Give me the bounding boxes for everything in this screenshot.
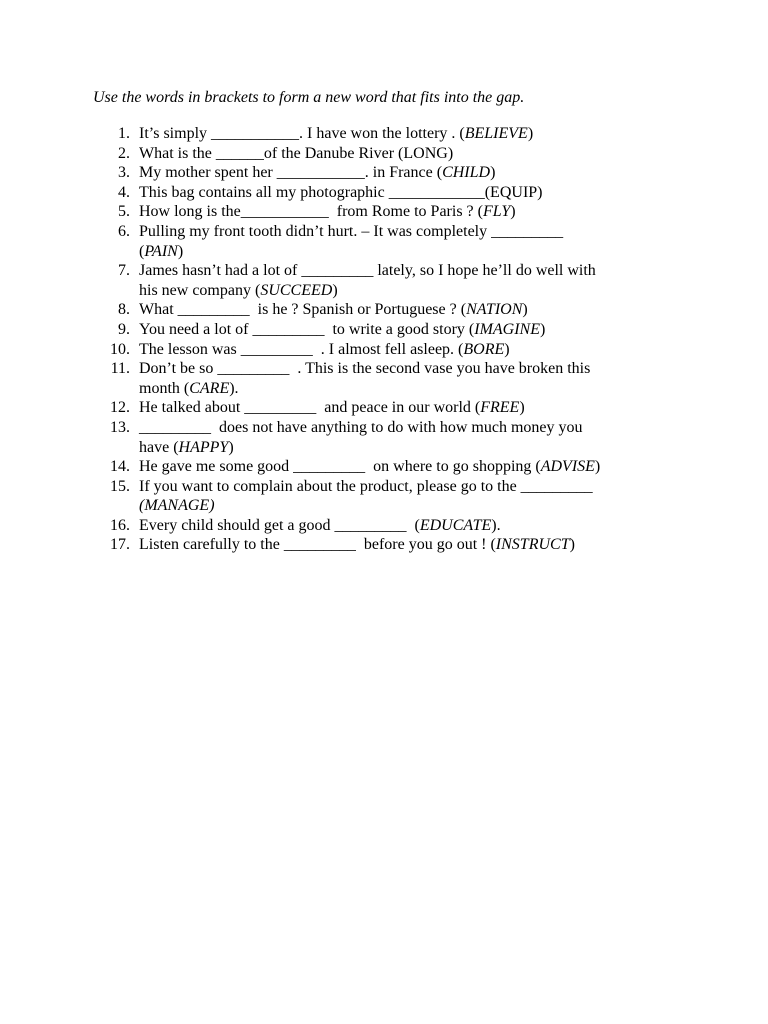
item-text-line [139, 202, 673, 222]
item-text: Every child should get a good _________ ( [139, 516, 420, 534]
item-text: ) [540, 320, 546, 338]
item-text: ) [527, 125, 534, 142]
root-word: IMAGINE [474, 320, 540, 338]
exercise-item [93, 398, 673, 418]
exercise-item [93, 144, 673, 164]
item-text: Don’t be so _________ . This is the second vase you have broken this [139, 360, 591, 378]
exercise-list [93, 124, 673, 555]
item-number: 6. [118, 222, 130, 240]
item-text: ) [510, 203, 516, 221]
exercise-item [93, 457, 673, 477]
item-text: The lesson was _________ . I almost fell asleep. ( [139, 340, 464, 358]
root-word: CARE [189, 379, 230, 397]
item-text: My mother spent her ___________. in France ( [139, 164, 443, 182]
item-text: his new company ( [139, 281, 261, 299]
item-text-line [139, 144, 673, 164]
item-text-line [139, 242, 673, 262]
item-text-line [139, 124, 673, 144]
item-number: 11. [110, 360, 130, 378]
root-word: BELIEVE [464, 125, 528, 142]
item-text: James hasn’t had a lot of _________ lately, so I hope he’ll do well with [139, 262, 596, 280]
exercise-item [93, 340, 673, 360]
root-word: HAPPY [178, 438, 229, 456]
item-text-line [139, 359, 673, 379]
item-text-line [139, 496, 673, 516]
item-text: He gave me some good _________ on where to go shopping ( [139, 458, 541, 476]
item-text: How long is the___________ from Rome to Paris ? ( [139, 203, 483, 221]
item-text-line [139, 281, 673, 301]
item-text: ) [594, 458, 601, 476]
exercise-item [93, 300, 673, 320]
item-text-line [139, 477, 673, 497]
item-text: ) [228, 438, 234, 456]
item-text: ) [490, 164, 496, 182]
root-word: (MANAGE) [139, 497, 215, 515]
item-text: ) [522, 301, 528, 319]
item-text: What _________ is he ? Spanish or Portuguese ? ( [139, 301, 467, 319]
item-text-line [139, 300, 673, 320]
item-number: 1. [118, 125, 130, 142]
item-number: 4. [118, 183, 130, 201]
exercise-item [93, 477, 673, 516]
item-text-line [139, 457, 673, 477]
item-text-line [139, 340, 673, 360]
item-number: 13. [110, 418, 130, 436]
root-word: PAIN [144, 242, 178, 260]
item-text: ) [519, 399, 525, 417]
exercise-item [93, 163, 673, 183]
item-number: 9. [118, 320, 130, 338]
root-word: SUCCEED [260, 281, 333, 299]
item-text-line [139, 183, 673, 203]
item-text-line [139, 516, 673, 536]
item-text: ( [139, 242, 145, 260]
item-number: 16. [110, 516, 130, 534]
root-word: BORE [463, 340, 505, 358]
item-number: 12. [110, 399, 130, 417]
item-text-line [139, 163, 673, 183]
item-text: If you want to complain about the product, please go to the _________ [139, 477, 593, 495]
item-text: You need a lot of _________ to write a good story ( [139, 320, 475, 338]
exercise-item [93, 202, 673, 222]
item-text: This bag contains all my photographic ____________(EQUIP) [139, 183, 543, 201]
item-text-line [139, 438, 673, 458]
item-text-line [139, 222, 673, 242]
item-text: ). [229, 379, 239, 397]
root-word: INSTRUCT [495, 536, 570, 554]
item-number: 2. [118, 144, 130, 162]
root-word: ADVISE [540, 458, 595, 476]
item-text-line [139, 261, 673, 281]
item-number: 17. [110, 536, 130, 554]
item-text: have ( [139, 438, 179, 456]
item-number: 10. [110, 340, 130, 358]
item-number: 15. [110, 477, 130, 495]
exercise-item [93, 183, 673, 203]
item-text: ) [177, 242, 184, 260]
item-text-line [139, 320, 673, 340]
root-word: CHILD [442, 164, 491, 182]
item-number: 7. [118, 262, 130, 280]
item-text: Pulling my front tooth didn’t hurt. – It was completely _________ [139, 222, 564, 240]
item-text: It’s simply ___________. I have won the lottery . ( [139, 125, 465, 142]
root-word: EDUCATE [419, 516, 492, 534]
item-text: Listen carefully to the _________ before you go out ! ( [139, 536, 496, 554]
exercise-item [93, 261, 673, 300]
root-word: NATION [466, 301, 523, 319]
item-text-line [139, 379, 673, 399]
item-text: What is the ______of the Danube River (LONG) [139, 144, 454, 162]
item-text: ) [332, 281, 338, 299]
item-text: _________ does not have anything to do with how much money you [139, 418, 583, 436]
root-word: FREE [480, 399, 520, 417]
exercise-item [93, 359, 673, 398]
exercise-item [93, 418, 673, 457]
exercise-item [93, 124, 673, 144]
item-text-line [139, 398, 673, 418]
item-text: ) [569, 536, 575, 554]
item-text-line [139, 418, 673, 438]
exercise-item [93, 320, 673, 340]
exercise-item [93, 535, 673, 555]
item-number: 14. [110, 458, 130, 476]
item-text: ) [504, 340, 510, 358]
exercise-item [93, 516, 673, 536]
item-number: 3. [118, 164, 130, 182]
root-word: FLY [482, 203, 511, 221]
item-text: He talked about _________ and peace in our world ( [139, 399, 481, 417]
item-text-line [139, 535, 673, 555]
item-text: ). [491, 516, 501, 534]
item-number: 5. [118, 203, 130, 221]
item-number: 8. [118, 301, 130, 319]
exercise-item [93, 222, 673, 261]
instruction-text: Use the words in brackets to form a new word that fits into the gap. [93, 89, 525, 106]
item-text: month ( [139, 379, 190, 397]
